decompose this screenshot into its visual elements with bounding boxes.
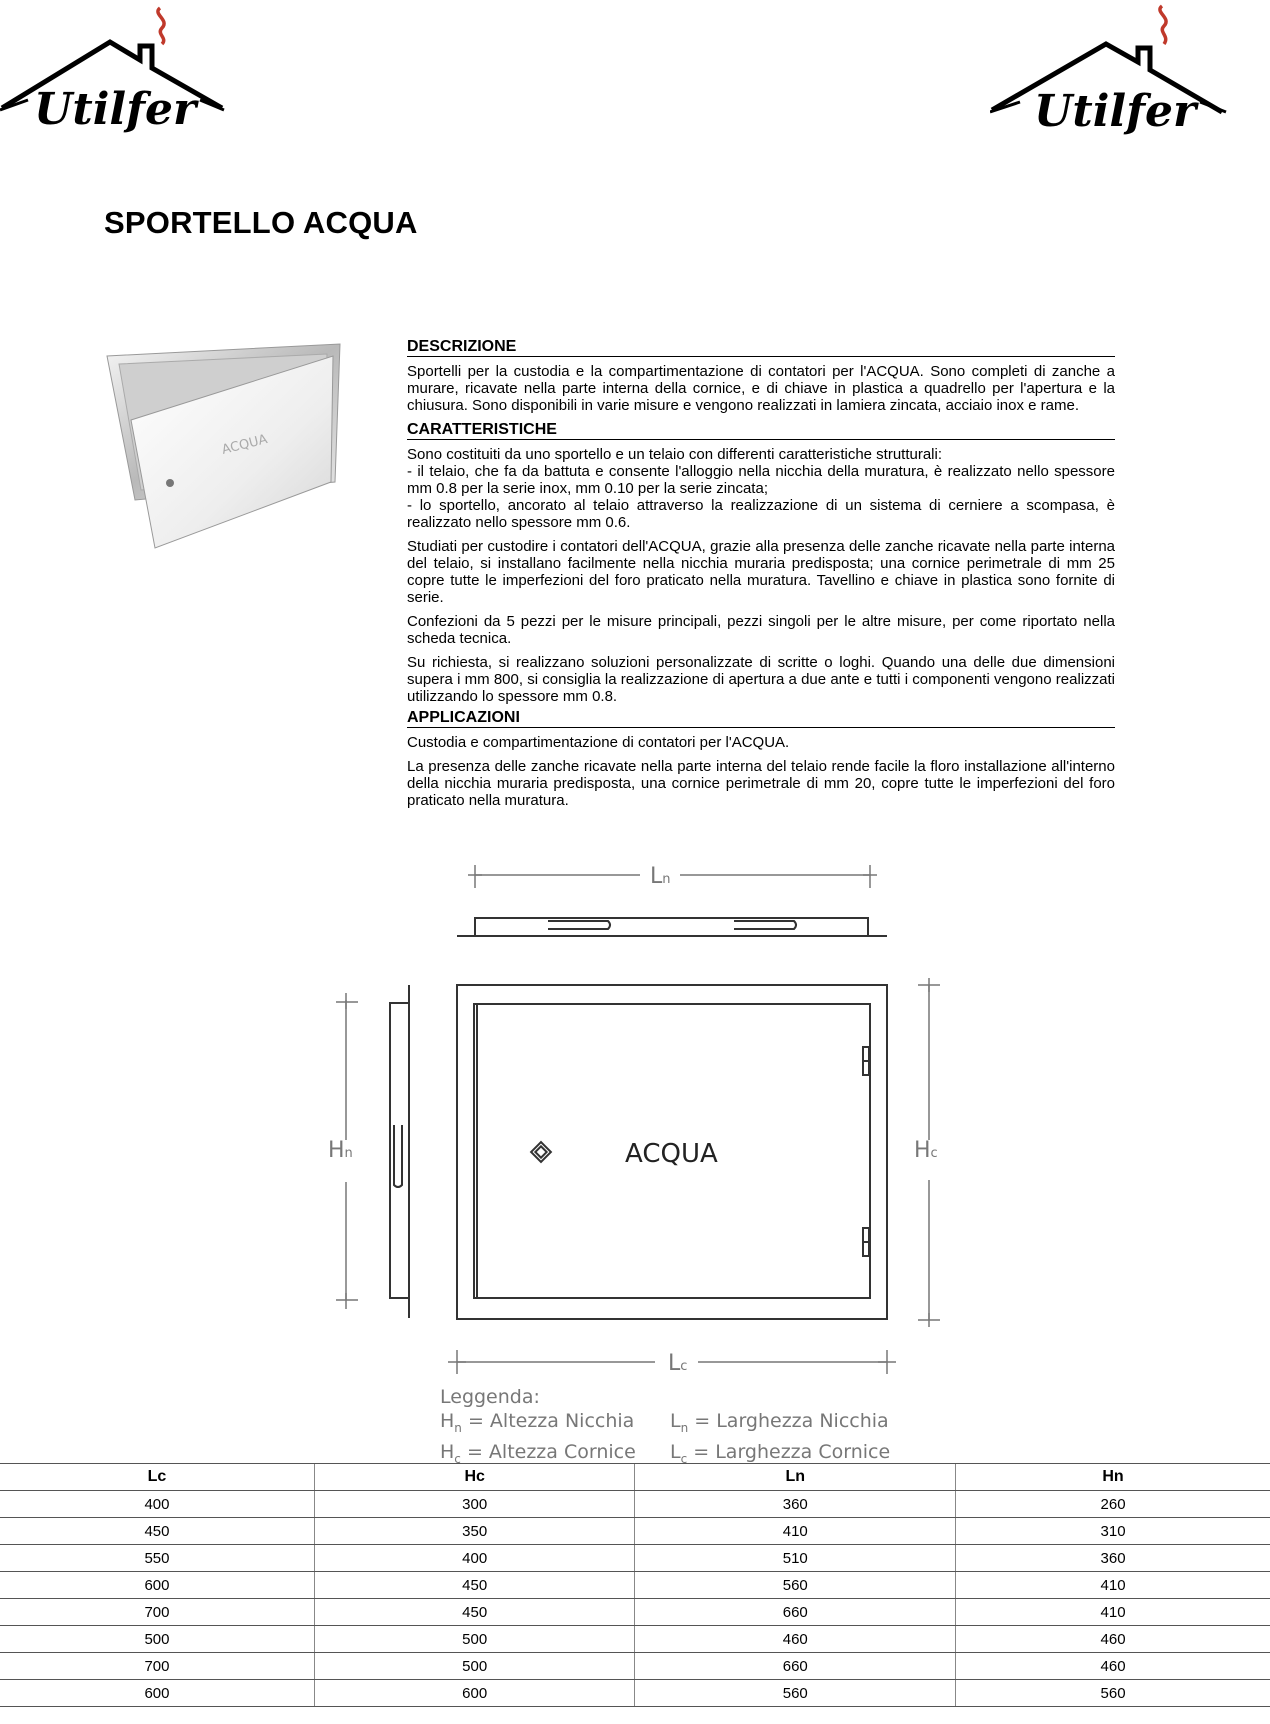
table-cell: 560 <box>956 1680 1270 1707</box>
dimension-hc-label: Hc <box>914 1138 938 1163</box>
logo-text: Utilfer <box>1034 86 1197 137</box>
diagram-legend <box>440 1385 890 1471</box>
table-cell: 550 <box>0 1545 314 1572</box>
table-cell: 360 <box>635 1491 956 1518</box>
dimension-hn-label: Hn <box>328 1138 353 1163</box>
table-header-row <box>0 1464 1270 1491</box>
legend-title: Leggenda: <box>440 1386 540 1408</box>
applicazioni-paragraph: Custodia e compartimentazione di contatori per l'ACQUA. <box>407 734 790 751</box>
door-label: ACQUA <box>625 1139 718 1169</box>
product-photo <box>105 340 345 555</box>
logo-right <box>990 0 1230 140</box>
table-cell: 460 <box>635 1626 956 1653</box>
table-cell: 410 <box>635 1518 956 1545</box>
column-header: Hc <box>314 1464 635 1491</box>
table-cell: 500 <box>314 1653 635 1680</box>
table-cell: 450 <box>314 1599 635 1626</box>
column-header: Hn <box>956 1464 1270 1491</box>
table-cell: 660 <box>635 1653 956 1680</box>
photo-door-text: ACQUA <box>220 432 269 458</box>
caratteristiche-paragraph: - il telaio, che fa da battuta e consente l'alloggio nella nicchia della muratura, è realizzato nello spessore mm 0.8 per la serie inox, mm 0.10 per la serie zincata; <box>407 463 1115 497</box>
table-cell: 260 <box>956 1491 1270 1518</box>
applicazioni-paragraph: La presenza delle zanche ricavate nella parte interna del telaio rende facile la floro installazione all'interno della nicchia muraria predisposta, una cornice perimetrale di mm 20, copre tutte le imperfezioni del foro praticato nella muratura. <box>407 758 1115 809</box>
table-row <box>0 1572 1270 1599</box>
side-section-view <box>390 985 409 1318</box>
legend-item: $L_n$ = Larghezza Nicchia <box>670 1410 889 1435</box>
table-cell: 700 <box>0 1653 314 1680</box>
column-header: Lc <box>0 1464 314 1491</box>
table-cell: 450 <box>314 1572 635 1599</box>
table-cell: 560 <box>635 1572 956 1599</box>
technical-drawing <box>320 850 960 1385</box>
table-cell: 460 <box>956 1653 1270 1680</box>
table-row <box>0 1653 1270 1680</box>
table-cell: 560 <box>635 1680 956 1707</box>
table-cell: 400 <box>314 1545 635 1572</box>
description-column <box>407 338 1115 816</box>
column-header: Ln <box>635 1464 956 1491</box>
logo-text: Utilfer <box>34 84 197 135</box>
table-cell: 350 <box>314 1518 635 1545</box>
table-row <box>0 1680 1270 1707</box>
table-cell: 450 <box>0 1518 314 1545</box>
legend-item: $H_c$ = Altezza Cornice <box>440 1440 636 1466</box>
dimension-lc-label: Lc <box>668 1351 688 1376</box>
caratteristiche-paragraph: Sono costituiti da uno sportello e un telaio con differenti caratteristiche strutturali: <box>407 446 943 463</box>
table-cell: 400 <box>0 1491 314 1518</box>
table-cell: 310 <box>956 1518 1270 1545</box>
table-cell: 410 <box>956 1572 1270 1599</box>
table-cell: 600 <box>314 1680 635 1707</box>
table-row <box>0 1545 1270 1572</box>
page-title: SPORTELLO ACQUA <box>104 205 418 240</box>
table-cell: 360 <box>956 1545 1270 1572</box>
table-cell: 660 <box>635 1599 956 1626</box>
house-logo-icon <box>0 0 230 140</box>
legend-item: $L_c$ = Larghezza Cornice <box>670 1440 891 1466</box>
table-cell: 600 <box>0 1680 314 1707</box>
logo-left <box>0 0 230 140</box>
legend-item: $H_n$ = Altezza Nicchia <box>440 1410 635 1435</box>
descrizione-paragraph: Sportelli per la custodia e la compartimentazione di contatori per l'ACQUA. Sono completi di zanche a murare, ricavate nella parte interna della cornice, e di chiave in plastica a quadrello per l'apertura e la chiusura. Sono disponibili in varie misure e vengono realizzati in lamiera zincata, acciaio inox e rame. <box>407 363 1115 414</box>
table-row <box>0 1518 1270 1545</box>
top-section-view <box>457 918 887 936</box>
table-cell: 500 <box>0 1626 314 1653</box>
dimension-ln-label: Ln <box>650 864 671 889</box>
caratteristiche-paragraph: - lo sportello, ancorato al telaio attraverso la realizzazione di un sistema di cerniere a scompasa, è realizzato nello spessore mm 0.6. <box>407 497 1115 531</box>
section-heading-descrizione: DESCRIZIONE <box>407 338 1115 357</box>
dimension-ln <box>468 865 877 888</box>
caratteristiche-paragraph: Su richiesta, si realizzano soluzioni personalizzate di scritte o loghi. Quando una delle due dimensioni supera i mm 800, si consiglia la realizzazione di apertura a due ante e tutti i componenti vengono realizzati utilizzando lo spessore mm 0.8. <box>407 654 1115 705</box>
section-heading-caratteristiche: CARATTERISTICHE <box>407 421 1115 440</box>
table-cell: 700 <box>0 1599 314 1626</box>
table-cell: 460 <box>956 1626 1270 1653</box>
caratteristiche-paragraph: Studiati per custodire i contatori dell'ACQUA, grazie alla presenza delle zanche ricavate nella parte interna del telaio, si installano facilmente nella nicchia muraria predisposta; una cornice perimetrale di mm 25 copre tutte le imperfezioni del foro praticato nella muratura. Tavellino e chiave in plastica sono fornite di serie. <box>407 538 1115 606</box>
table-row <box>0 1491 1270 1518</box>
sizes-table <box>0 1463 1270 1707</box>
section-heading-applicazioni: APPLICAZIONI <box>407 709 1115 728</box>
table-cell: 410 <box>956 1599 1270 1626</box>
table-row <box>0 1599 1270 1626</box>
table-cell: 300 <box>314 1491 635 1518</box>
caratteristiche-paragraph: Confezioni da 5 pezzi per le misure principali, pezzi singoli per le altre misure, per come riportato nella scheda tecnica. <box>407 613 1115 647</box>
table-row <box>0 1626 1270 1653</box>
house-logo-icon <box>990 0 1230 140</box>
table-cell: 500 <box>314 1626 635 1653</box>
table-cell: 600 <box>0 1572 314 1599</box>
table-cell: 510 <box>635 1545 956 1572</box>
